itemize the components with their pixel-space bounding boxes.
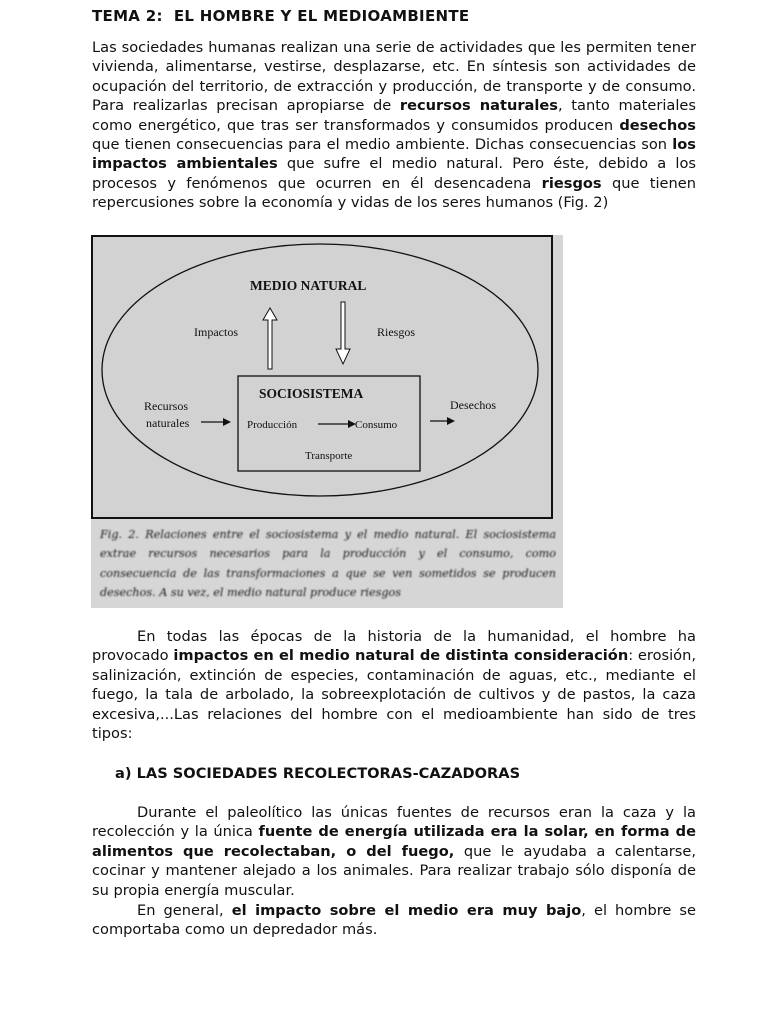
para3-bold-1: fuente de energía utilizada era la solar, en forma de alimentos que recolectaban, o del fuego, — [92, 823, 696, 860]
intro-text-5: que tienen repercusiones sobre la economía y vidas de los seres humanos (Fig. 2) — [92, 174, 696, 212]
para3-text-1: Durante el paleolítico las únicas fuentes de recursos eran la caza y la recolección y la única — [92, 804, 696, 841]
produccion-label: Producción — [247, 419, 298, 431]
intro-text-1: Las sociedades humanas realizan una serie de actividades que les permiten tener vivienda, alimentarse, vestirse, desplazarse, etc. En síntesis son actividades de ocupación del territorio, de extracción y producción, de transporte y de consumo. Para realizarlas precisan apropiarse de — [92, 39, 696, 115]
para4-bold-1: el impacto sobre el medio era muy bajo — [231, 902, 582, 919]
intro-bold-impactos: los impactos ambientales — [92, 136, 696, 173]
desechos-label: Desechos — [450, 398, 496, 412]
paragraph-4 — [92, 901, 696, 940]
riesgos-arrow-icon — [336, 302, 350, 364]
section-heading-a: a) LAS SOCIEDADES RECOLECTORAS-CAZADORAS — [115, 765, 521, 782]
page-title: TEMA 2: EL HOMBRE Y EL MEDIOAMBIENTE — [92, 7, 470, 25]
figure-caption: Fig. 2. Relaciones entre el sociosistema y el medio natural. El sociosistema extrae recursos necesarios para la producción y el consumo, como consecuencia de las transformaciones a que se ven sometidos se producen desechos. A su vez, el medio natural produce riesgos — [100, 528, 556, 600]
consumo-label: Consumo — [355, 419, 398, 431]
para2-bold-1: impactos en el medio natural de distinta consideración — [173, 647, 629, 665]
figure-2 — [91, 235, 563, 608]
desechos-arrowhead-icon — [447, 417, 455, 425]
para2-text-1: En todas las épocas de la historia de la humanidad, el hombre ha provocado — [92, 628, 696, 665]
para3-text-2: que le ayudaba a calentarse, cocinar y mantener alejado a los animales. Para realizar trabajo sólo disponía de su propia energía muscular. — [92, 842, 696, 899]
recursos-arrowhead-icon — [223, 418, 231, 426]
paragraph-3 — [92, 803, 696, 900]
intro-bold-riesgos: riesgos — [541, 174, 602, 192]
medio-natural-label: MEDIO NATURAL — [250, 278, 367, 293]
transporte-label: Transporte — [305, 450, 353, 462]
recursos-label-2: naturales — [146, 416, 190, 430]
recursos-label-1: Recursos — [144, 399, 188, 413]
diagram-svg — [93, 237, 551, 517]
impactos-arrow-icon — [263, 308, 277, 369]
intro-paragraph — [92, 38, 696, 213]
riesgos-label: Riesgos — [377, 325, 416, 339]
intro-bold-recursos: recursos naturales — [399, 97, 558, 115]
para4-text-1: En general, — [137, 902, 232, 919]
impactos-label: Impactos — [194, 325, 238, 339]
sociosistema-label: SOCIOSISTEMA — [259, 386, 364, 401]
intro-text-2: , tanto materiales como energético, que tras ser transformados y consumidos producen — [92, 97, 696, 134]
intro-bold-desechos: desechos — [619, 116, 696, 134]
intro-text-4: que sufre el medio natural. Pero éste, debido a los procesos y fenómenos que ocurren en él desencadena — [92, 155, 697, 192]
paragraph-2 — [92, 627, 696, 743]
para2-text-2: : erosión, salinización, extinción de especies, contaminación de aguas, etc., mediante el fuego, la tala de arbolado, la sobreexplotación de cultivos y de pastos, la caza excesiva,...Las relaciones del hombre con el medioambiente han sido de tres tipos: — [92, 647, 696, 743]
para4-text-2: , el hombre se comportaba como un depredador más. — [92, 902, 696, 939]
intro-text-3: que tienen consecuencias para el medio ambiente. Dichas consecuencias son — [92, 136, 673, 154]
diagram-frame — [91, 235, 553, 519]
